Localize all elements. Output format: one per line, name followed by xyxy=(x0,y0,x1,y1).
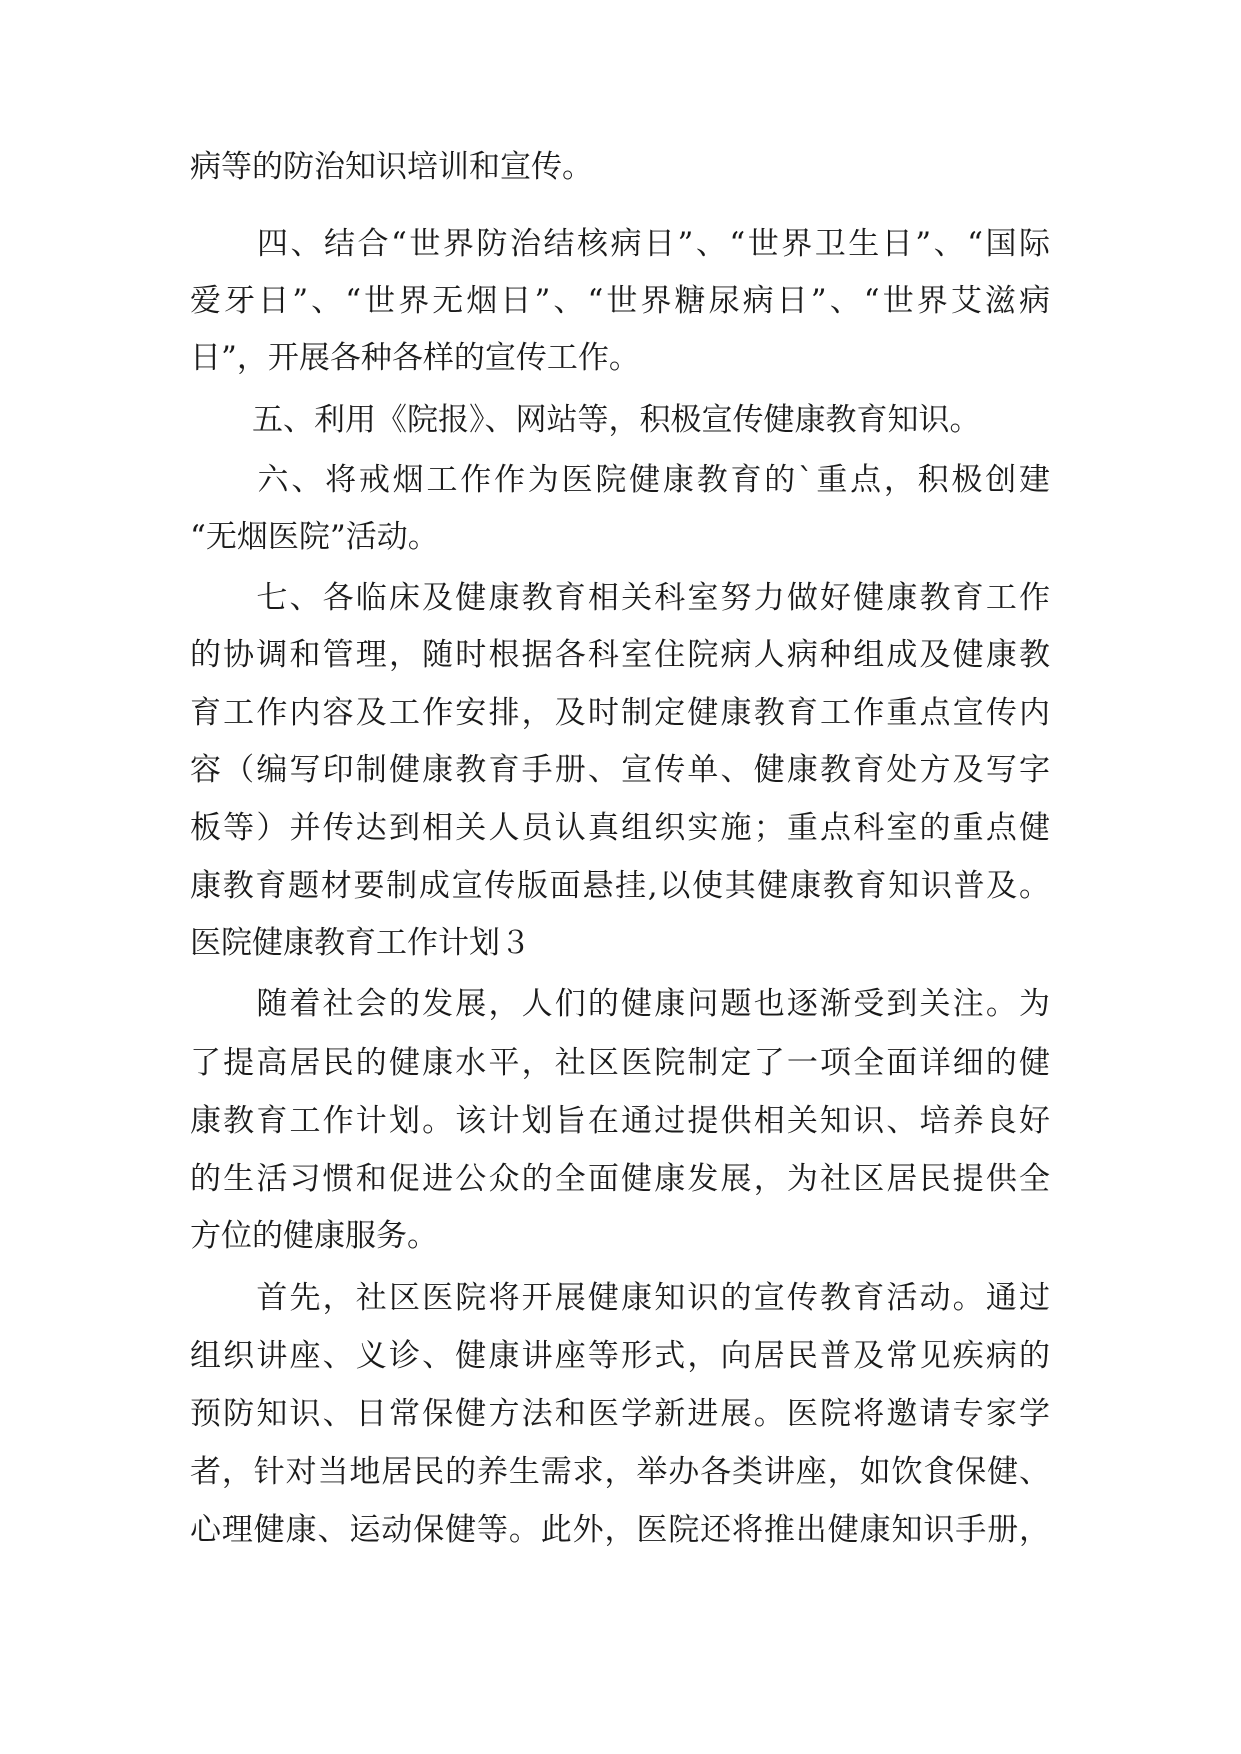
text-line: 首先，社区医院将开展健康知识的宣传教育活动。通过 xyxy=(190,1280,1050,1316)
text-line: 板等）并传达到相关人员认真组织实施；重点科室的重点健 xyxy=(190,810,1050,846)
text-line: 的协调和管理，随时根据各科室住院病人病种组成及健康教 xyxy=(190,637,1050,673)
text-line: 育工作内容及工作安排，及时制定健康教育工作重点宣传内 xyxy=(190,695,1050,731)
text-line: 随着社会的发展，人们的健康问题也逐渐受到关注。为 xyxy=(190,986,1050,1022)
text-line: 康教育题材要制成宣传版面悬挂,以使其健康教育知识普及。 xyxy=(190,868,1050,904)
text-line: “无烟医院”活动。 xyxy=(190,519,439,555)
section-heading: 医院健康教育工作计划３ xyxy=(190,925,531,961)
text-line: 病等的防治知识培训和宣传。 xyxy=(190,149,593,185)
text-line: 爱牙日”、“世界无烟日”、“世界糖尿病日”、“世界艾滋病 xyxy=(190,283,1050,319)
text-line: 预防知识、日常保健方法和医学新进展。医院将邀请专家学 xyxy=(190,1396,1050,1432)
text-line: 组织讲座、义诊、健康讲座等形式，向居民普及常见疾病的 xyxy=(190,1338,1050,1374)
text-line: 者，针对当地居民的养生需求，举办各类讲座，如饮食保健、 xyxy=(190,1454,1050,1490)
text-line: 容（编写印制健康教育手册、宣传单、健康教育处方及写字 xyxy=(190,752,1050,788)
text-line: 方位的健康服务。 xyxy=(190,1218,438,1254)
text-line: 心理健康、运动保健等。此外，医院还将推出健康知识手册， xyxy=(190,1512,1050,1548)
text-line: 日”，开展各种各样的宣传工作。 xyxy=(190,340,640,376)
text-line: 四、结合“世界防治结核病日”、“世界卫生日”、“国际 xyxy=(190,226,1050,262)
text-line: 六、将戒烟工作作为医院健康教育的`重点，积极创建 xyxy=(190,462,1050,498)
text-line: 康教育工作计划。该计划旨在通过提供相关知识、培养良好 xyxy=(190,1103,1050,1139)
text-line: 了提高居民的健康水平，社区医院制定了一项全面详细的健 xyxy=(190,1045,1050,1081)
text-line: 的生活习惯和促进公众的全面健康发展，为社区居民提供全 xyxy=(190,1161,1050,1197)
text-line: 五、利用《院报》、网站等，积极宣传健康教育知识。 xyxy=(190,402,981,438)
text-line: 七、各临床及健康教育相关科室努力做好健康教育工作 xyxy=(190,580,1050,616)
